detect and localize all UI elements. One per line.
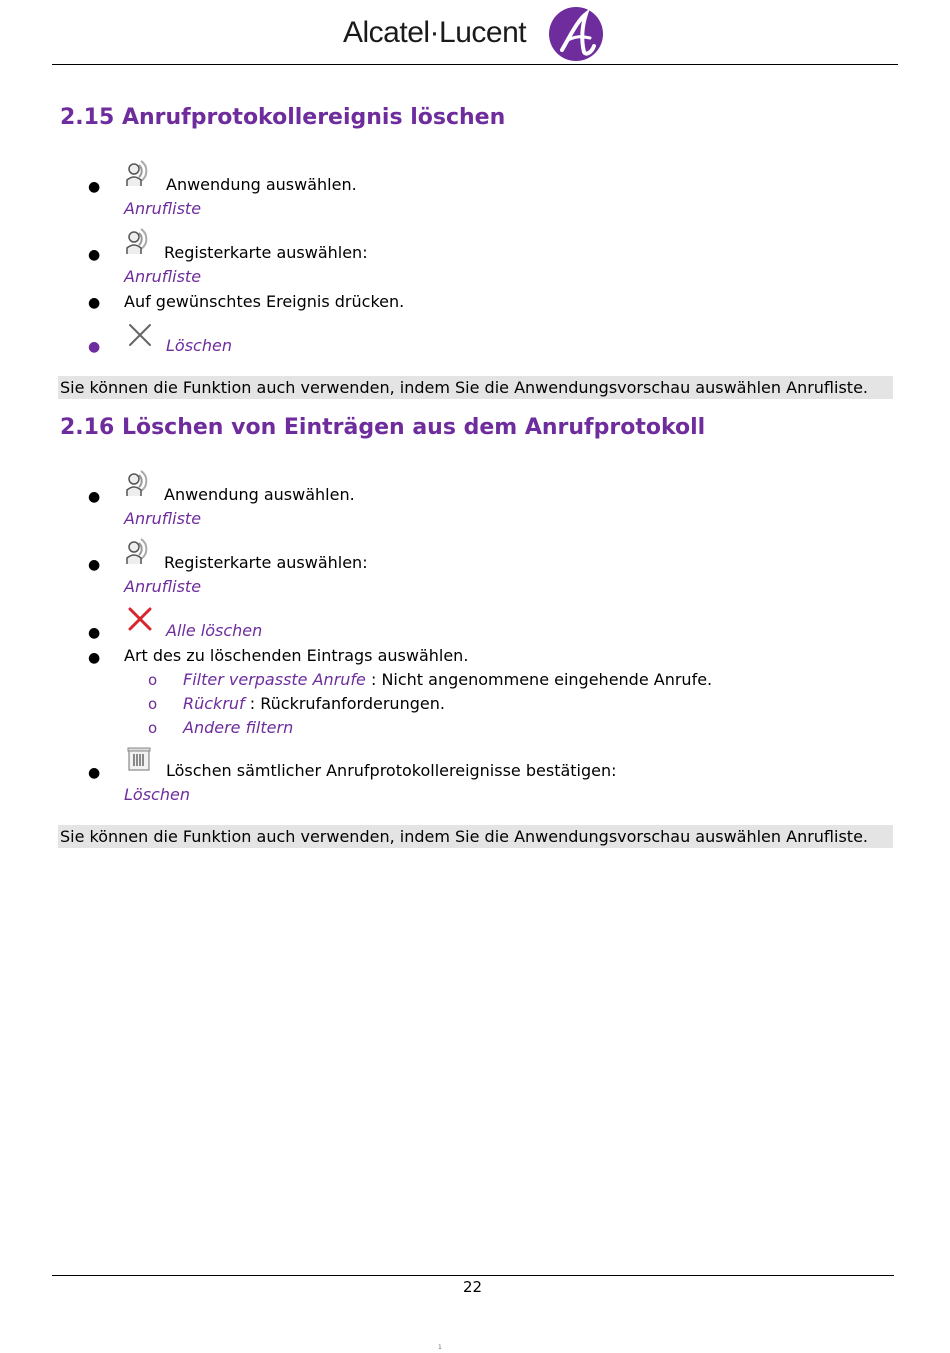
filter-missed-option[interactable]: Filter verpasste Anrufe	[183, 670, 366, 689]
footer-mark: 1	[438, 1344, 442, 1351]
option-marker: o	[148, 671, 158, 689]
bullet: ●	[88, 625, 101, 641]
call-log-icon	[125, 536, 153, 566]
bullet: ●	[88, 765, 101, 781]
note-box: Sie können die Funktion auch verwenden, indem Sie die Anwendungsvorschau auswählen Anrufliste.	[58, 376, 893, 399]
app-link-anrufliste[interactable]: Anrufliste	[124, 509, 202, 528]
bullet: ●	[88, 557, 101, 573]
header-divider	[52, 64, 898, 65]
bullet: ●	[88, 295, 101, 311]
call-log-icon	[125, 158, 153, 188]
confirm-delete-button[interactable]: Löschen	[124, 785, 190, 804]
option-desc: : Nicht angenommene eingehende Anrufe.	[365, 670, 713, 689]
trash-icon[interactable]	[127, 746, 151, 772]
bullet: ●	[88, 339, 101, 355]
option-desc: : Rückrufanforderungen.	[244, 694, 445, 713]
option-item	[183, 670, 712, 690]
step-text: Registerkarte auswählen:	[164, 243, 368, 262]
close-icon[interactable]	[127, 323, 153, 347]
bullet: ●	[88, 650, 101, 666]
call-log-icon	[125, 468, 153, 498]
footer-divider	[52, 1275, 894, 1276]
page-number: 22	[462, 1278, 483, 1296]
section-title: 2.16 Löschen von Einträgen aus dem Anrufprotokoll	[60, 415, 706, 440]
step-text: Anwendung auswählen.	[164, 485, 355, 504]
step-text: Anwendung auswählen.	[166, 175, 357, 194]
bullet: ●	[88, 179, 101, 195]
delete-all-button[interactable]: Alle löschen	[166, 621, 263, 640]
step-text: Auf gewünschtes Ereignis drücken.	[124, 292, 405, 311]
note-box: Sie können die Funktion auch verwenden, indem Sie die Anwendungsvorschau auswählen Anrufliste.	[58, 825, 893, 848]
option-item	[183, 694, 445, 714]
tab-link-anrufliste[interactable]: Anrufliste	[124, 267, 202, 286]
step-text: Löschen sämtlicher Anrufprotokollereignisse bestätigen:	[166, 761, 617, 780]
bullet: ●	[88, 247, 101, 263]
option-item	[183, 718, 293, 738]
other-filter-option[interactable]: Andere filtern	[183, 718, 294, 737]
brand-name: Alcatel·Lucent	[343, 16, 527, 49]
bullet: ●	[88, 489, 101, 505]
step-text: Registerkarte auswählen:	[164, 553, 368, 572]
delete-all-icon[interactable]	[127, 606, 153, 632]
brand-mark-icon	[548, 6, 604, 62]
tab-link-anrufliste[interactable]: Anrufliste	[124, 577, 202, 596]
option-marker: o	[148, 695, 158, 713]
step-text: Art des zu löschenden Eintrags auswählen.	[124, 646, 469, 665]
call-log-icon	[125, 226, 153, 256]
option-marker: o	[148, 719, 158, 737]
app-link-anrufliste[interactable]: Anrufliste	[124, 199, 202, 218]
delete-button[interactable]: Löschen	[166, 336, 232, 355]
section-title: 2.15 Anrufprotokollereignis löschen	[60, 105, 506, 130]
callback-option[interactable]: Rückruf	[183, 694, 245, 713]
